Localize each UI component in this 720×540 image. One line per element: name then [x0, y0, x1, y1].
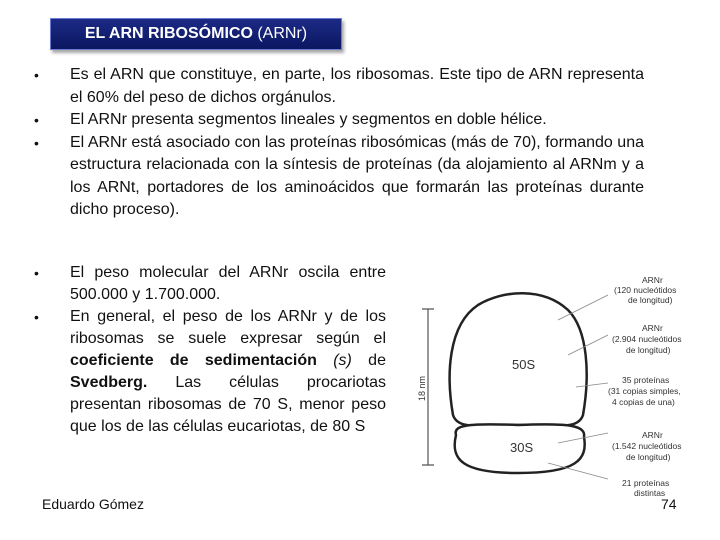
label-line: de longitud)	[626, 345, 671, 355]
bullet-list-top	[34, 64, 644, 222]
author-footer: Eduardo Gómez	[42, 496, 144, 512]
label-line: ARNr	[642, 275, 663, 285]
text-segment: Las células procariotas presentan ribosomas de 70 S, menor peso que los de las células eucariotas, de 80 S	[70, 374, 386, 435]
label-line: (1.542 nucleótidos	[612, 441, 682, 451]
slide-title-bold: EL ARN RIBOSÓMICO	[84, 25, 253, 42]
size-label: 18 nm	[417, 375, 427, 401]
label-large-rna2	[612, 323, 681, 355]
large-subunit-label: 50S	[512, 357, 536, 372]
text-italic: (s)	[316, 352, 352, 369]
label-line: de longitud)	[626, 452, 671, 462]
bullet-item: • El ARNr está asociado con las proteínas ribosómicas (más de 70), formando una estructura relacionada con la síntesis de proteínas (da alojamiento al ARNm y a los ARNt, portadores de los aminoácidos que formarán las proteínas durante dicho proceso).	[34, 132, 644, 222]
bullet-item: • Es el ARN que constituye, en parte, los ribosomas. Este tipo de ARN representa el 60% del peso de dichos orgánulos.	[34, 64, 644, 109]
bullet-item: • El ARNr presenta segmentos lineales y segmentos en doble hélice.	[34, 109, 644, 132]
ribosome-diagram	[408, 265, 698, 500]
label-line: 4 copias de una)	[612, 397, 675, 407]
bullet-list-bottom	[34, 262, 386, 438]
page-number: 74	[661, 496, 677, 512]
text-segment: de	[351, 352, 386, 369]
text-bold: coeficiente de sedimentación	[70, 352, 317, 369]
label-line: (31 copias simples,	[608, 386, 681, 396]
bullet-item-svedberg	[34, 306, 386, 438]
label-line: 21 proteínas	[622, 478, 670, 488]
slide-title-normal: (ARNr)	[252, 25, 308, 42]
label-large-rna	[614, 275, 676, 305]
text-segment: En general, el peso de los ARNr y de los ribosomas se suele expresar según el	[70, 308, 386, 347]
label-line: de longitud)	[628, 295, 673, 305]
label-line: (2.904 nucleótidos	[612, 334, 682, 344]
label-line: (120 nucleótidos	[614, 285, 677, 295]
text-bold: Svedberg.	[70, 374, 148, 391]
label-large-proteins	[608, 375, 681, 407]
slide-title	[50, 18, 342, 50]
label-small-proteins	[622, 478, 669, 498]
label-line: 35 proteínas	[622, 375, 670, 385]
small-subunit-label: 30S	[510, 440, 534, 455]
label-line: ARNr	[642, 430, 663, 440]
label-small-rna	[612, 430, 681, 462]
label-line: distintas	[634, 488, 666, 498]
bullet-item: • El peso molecular del ARNr oscila entre 500.000 y 1.700.000.	[34, 262, 386, 306]
label-line: ARNr	[642, 323, 663, 333]
